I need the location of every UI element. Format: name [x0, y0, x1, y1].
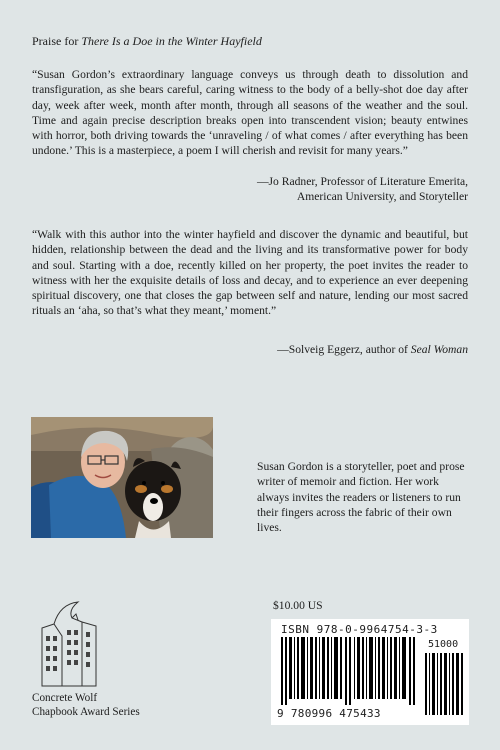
attribution-2-title: Seal Woman: [410, 343, 468, 356]
author-photo: [31, 417, 213, 538]
attribution-2-prefix: —Solveig Eggerz, author of: [277, 343, 411, 356]
review-attribution-2: [108, 342, 468, 357]
isbn-barcode: [271, 619, 469, 725]
book-title: There Is a Doe in the Winter Hayfield: [81, 34, 262, 48]
review-quote-2: “Walk with this author into the winter hayfield and discover the dynamic and beautiful, but hidden, relationship between the dead and the living and its transformative power for body and soul. Starting with a doe, recently killed on her property, the poet invites the reader to witness with her the exquisite details of loss and decay, and to experience an ever deepening spiritual discovery, one that closes the gap between self and nature, lending our most sacred rituals an ‘aha, so that’s what they meant,’ moment.”: [32, 228, 468, 318]
praise-heading: [32, 34, 262, 49]
ean-digits: 9 780996 475433: [277, 707, 381, 720]
review-quote-1: “Susan Gordon’s extraordinary language conveys us through death to dissolution and transfiguration, as she bears careful, caring witness to the body of a belly-shot doe day after day, week after week, month after month, through all seasons of the weather and the soul. Time and again precise description breaks open into transcendent vision; beauty entwines with horror, both driving towards the ‘unraveling / of what comes / after everything has been undone.’ This is a masterpiece, a poem I will cherish and revisit for many years.”: [32, 68, 468, 158]
price-code: 51000: [428, 639, 459, 650]
concrete-wolf-logo: [38, 600, 108, 688]
review-attribution-1: [168, 174, 468, 205]
ean-barcode-bars: [281, 637, 419, 705]
attribution-1-line-2: American University, and Storyteller: [296, 190, 468, 204]
attribution-1-line-1: —Jo Radner, Professor of Literature Emerita,: [256, 175, 468, 188]
price-label: $10.00 US: [273, 599, 323, 612]
publisher-name: [32, 691, 140, 719]
publisher-line-1: Concrete Wolf: [32, 692, 98, 704]
publisher-line-2: Chapbook Award Series: [32, 706, 140, 718]
author-bio: Susan Gordon is a storyteller, poet and prose writer of memoir and fiction. Her work always invites the readers or listeners to run their fingers across the fabric of their own lives.: [257, 460, 465, 535]
praise-prefix: Praise for: [32, 34, 82, 48]
isbn-text: ISBN 978-0-9964754-3-3: [281, 623, 438, 636]
